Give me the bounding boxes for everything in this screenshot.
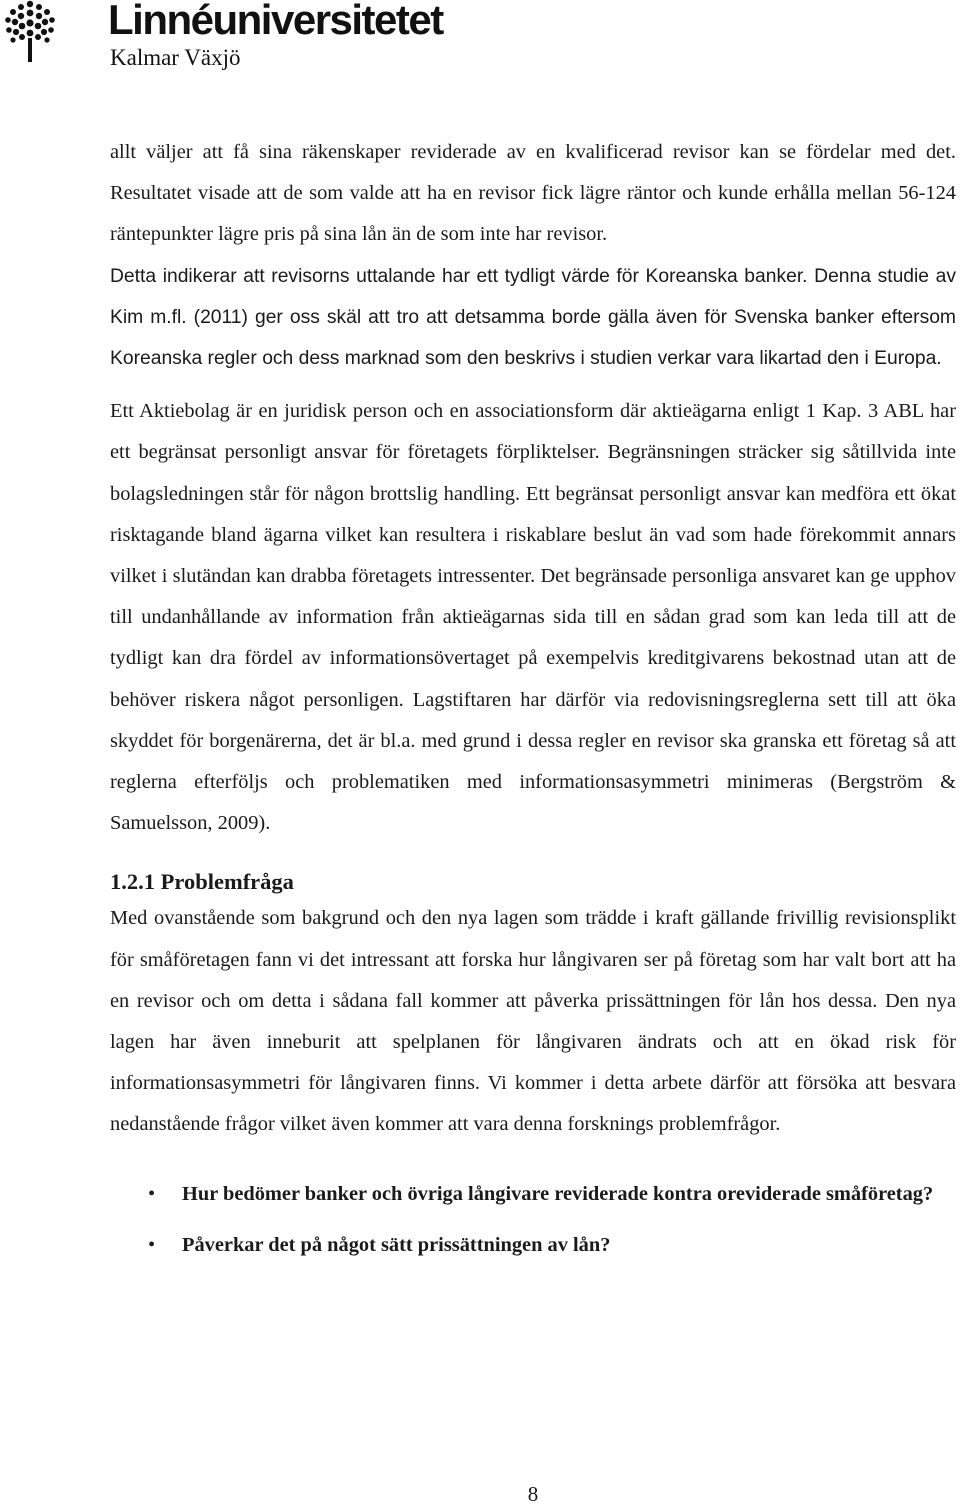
tree-logo-icon	[2, 0, 58, 64]
paragraph: Detta indikerar att revisorns uttalande har ett tydligt värde för Koreanska banker. Denna studie av Kim m.fl. (2011) ger oss skäl att tro att detsamma borde gälla även för Svenska banker eftersom Koreanska regler och dess marknad som den beskrivs i studien verkar vara likartad den i Europa.	[110, 265, 956, 370]
university-locations: Kalmar Växjö	[110, 45, 241, 70]
paragraph: Med ovanstående som bakgrund och den nya lagen som trädde i kraft gällande frivillig revisionsplikt för småföretagen fann vi det intressant att forska hur långivaren ser på företag som har valt bort att ha en revisor och om detta i sådana fall kommer att påverka prissättningen för lån hos dessa. Den nya lagen har även inneburit att spelplanen för långivaren ändrats och att en ökad risk för informationsasymmetri för långivaren finns. Vi kommer i detta arbete därför att försöka att besvara nedanstående frågor vilket även kommer att vara denna forsknings problemfrågor.	[110, 907, 956, 1136]
list-item-text: Hur bedömer banker och övriga långivare reviderade kontra oreviderade småföretag?	[182, 1182, 934, 1205]
university-name: Linnéuniversitetet	[108, 0, 443, 43]
list-item	[110, 1225, 956, 1266]
bullet-icon: •	[148, 1233, 156, 1256]
research-questions-list	[110, 1174, 956, 1266]
document-body	[110, 132, 956, 1266]
list-item-text: Påverkar det på något sätt prissättningen av lån?	[182, 1233, 611, 1256]
bullet-icon: •	[148, 1182, 156, 1205]
section-heading: 1.2.1 Problemfråga	[110, 869, 294, 895]
page-number: 8	[527, 1482, 539, 1506]
university-header	[0, 0, 520, 90]
list-item	[110, 1174, 956, 1215]
paragraph: allt väljer att få sina räkenskaper reviderade av en kvalificerad revisor kan se fördelar med det. Resultatet visade att de som valde att ha en revisor fick lägre räntor och kunde erhålla mellan 56-124 räntepunkter lägre pris på sina lån än de som inte har revisor.	[110, 141, 956, 246]
paragraph: Ett Aktiebolag är en juridisk person och en associationsform där aktieägarna enligt 1 Kap. 3 ABL har ett begränsat personligt ansvar för företagets förpliktelser. Begränsningen sträcker sig såtillvida inte bolagsledningen står för någon brottslig handling. Ett begränsat personligt ansvar kan medföra ett ökat risktagande bland ägarna vilket kan resultera i riskablare beslut än vad som hade förekommit annars vilket i slutändan kan drabba företagets intressenter. Det begränsade personliga ansvaret kan ge upphov till undanhållande av information från aktieägarnas sida till en sådan grad som kan leda till att de tydligt kan dra fördel av informationsövertaget på exempelvis kreditgivarens bekostnad utan att de behöver riskera något personligen. Lagstiftaren har därför via redovisningsreglerna sett till att öka skyddet för borgenärerna, det är bl.a. med grund i dessa regler en revisor ska granska ett företag så att reglerna efterföljs och problematiken med informationsasymmetri minimeras (Bergström & Samuelsson, 2009).	[110, 400, 956, 835]
